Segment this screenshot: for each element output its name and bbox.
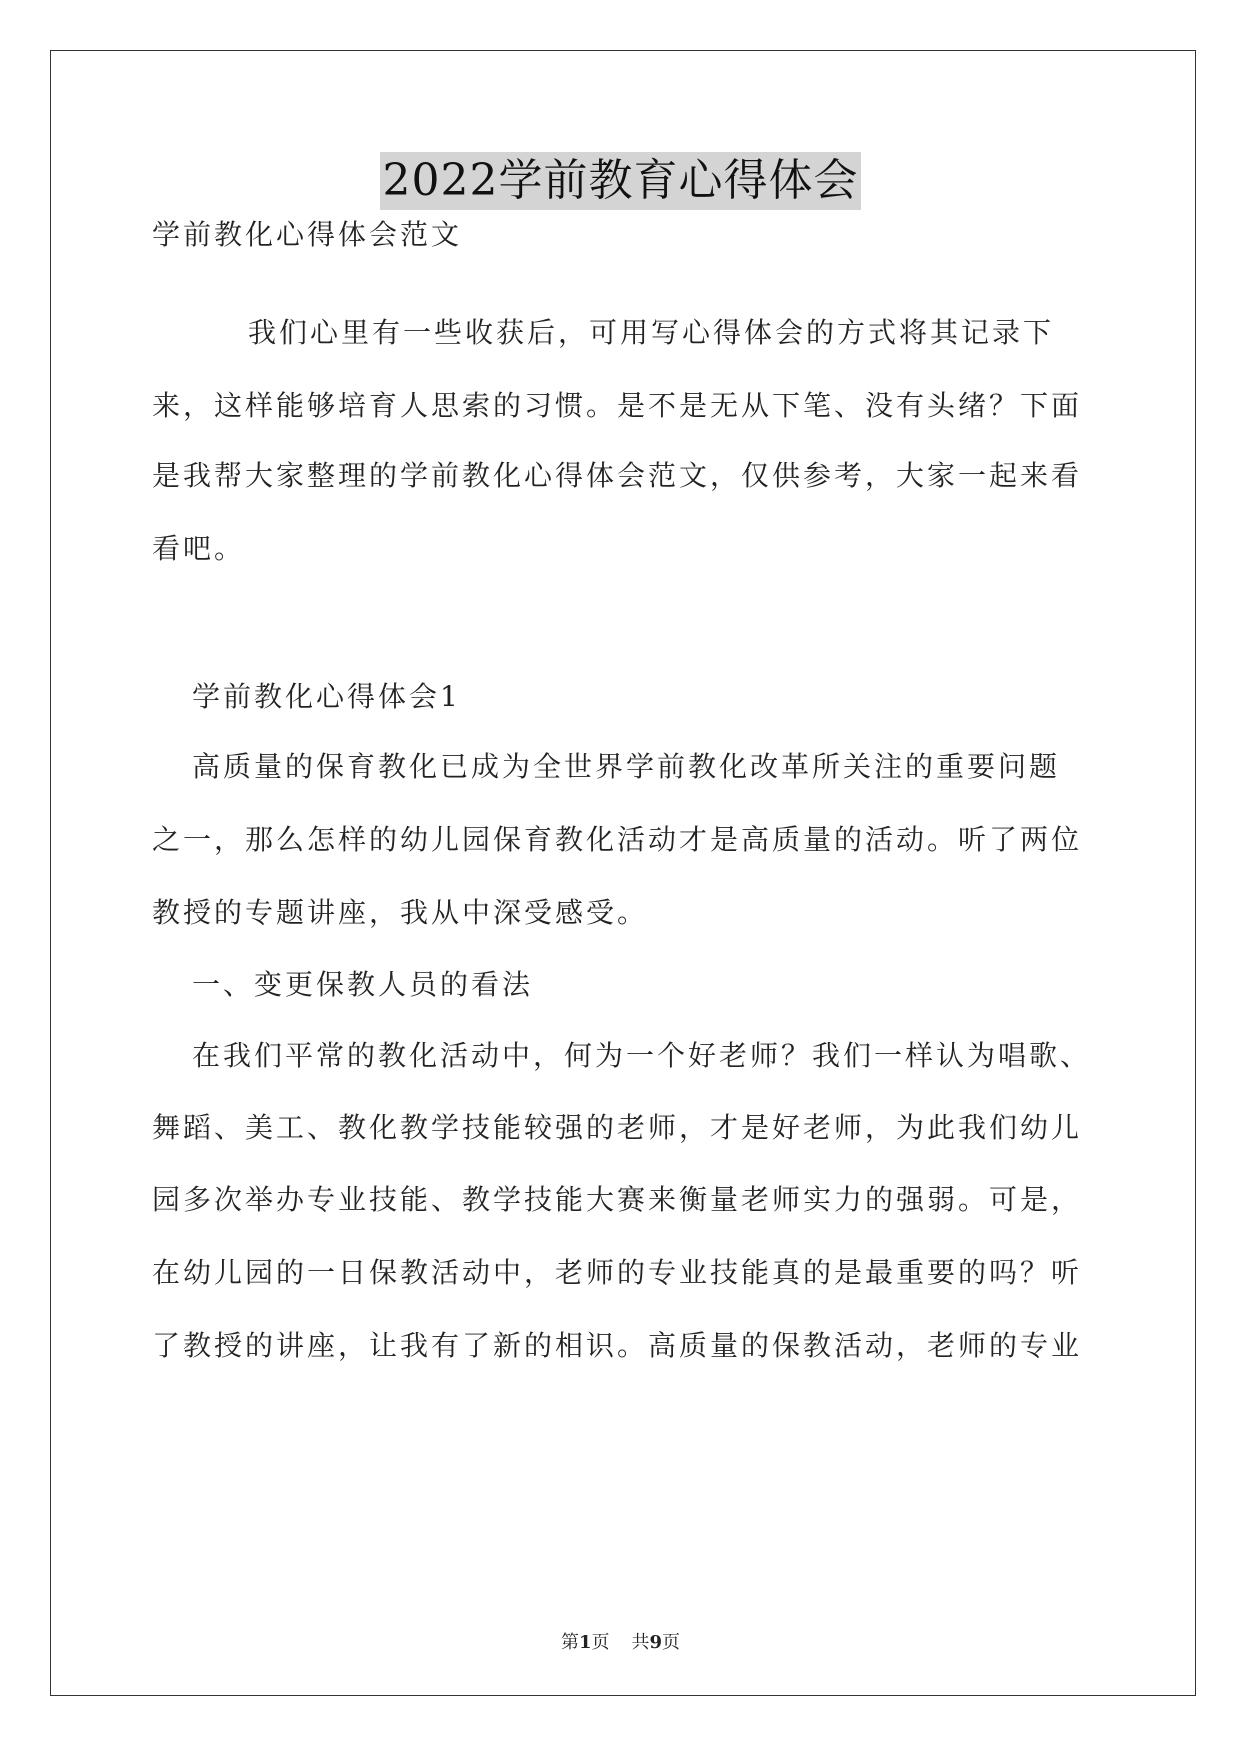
current-page-number: 1: [578, 1632, 592, 1653]
total-page-number: 9: [649, 1632, 663, 1653]
paragraph-line: 我们心里有一些收获后，可用写心得体会的方式将其记录下: [248, 316, 1055, 349]
total-prefix: 共: [631, 1632, 650, 1653]
paragraph-line: 园多次举办专业技能、教学技能大赛来衡量老师实力的强弱。可是，: [152, 1183, 1083, 1216]
paragraph-line: 在我们平常的教化活动中，何为一个好老师？我们一样认为唱歌、: [192, 1039, 1092, 1072]
page-border: [50, 50, 1196, 1696]
document-title: 2022学前教育心得体会: [380, 152, 862, 210]
title-container: [0, 152, 1241, 210]
paragraph-line: 了教授的讲座，让我有了新的相识。高质量的保教活动，老师的专业: [152, 1329, 1083, 1362]
page-prefix: 第: [560, 1632, 579, 1653]
paragraph-line: 来，这样能够培育人思索的习惯。是不是无从下笔、没有头绪？下面: [152, 389, 1083, 422]
section-heading: 学前教化心得体会1: [192, 680, 461, 713]
page-footer: [0, 1632, 1241, 1654]
paragraph-line: 是我帮大家整理的学前教化心得体会范文，仅供参考，大家一起来看: [152, 459, 1083, 492]
paragraph-line: 高质量的保育教化已成为全世界学前教化改革所关注的重要问题: [192, 750, 1061, 783]
paragraph-line: 在幼儿园的一日保教活动中，老师的专业技能真的是最重要的吗？听: [152, 1256, 1083, 1289]
subsection-heading: 一、变更保教人员的看法: [192, 968, 534, 1001]
document-subtitle: 学前教化心得体会范文: [152, 218, 463, 251]
total-suffix: 页: [662, 1632, 681, 1653]
paragraph-line: 看吧。: [152, 532, 246, 565]
page-suffix: 页: [591, 1632, 610, 1653]
paragraph-line: 之一，那么怎样的幼儿园保育教化活动才是高质量的活动。听了两位: [152, 823, 1083, 856]
paragraph-line: 舞蹈、美工、教化教学技能较强的老师，才是好老师，为此我们幼儿: [152, 1111, 1083, 1144]
paragraph-line: 教授的专题讲座，我从中深受感受。: [152, 896, 649, 929]
